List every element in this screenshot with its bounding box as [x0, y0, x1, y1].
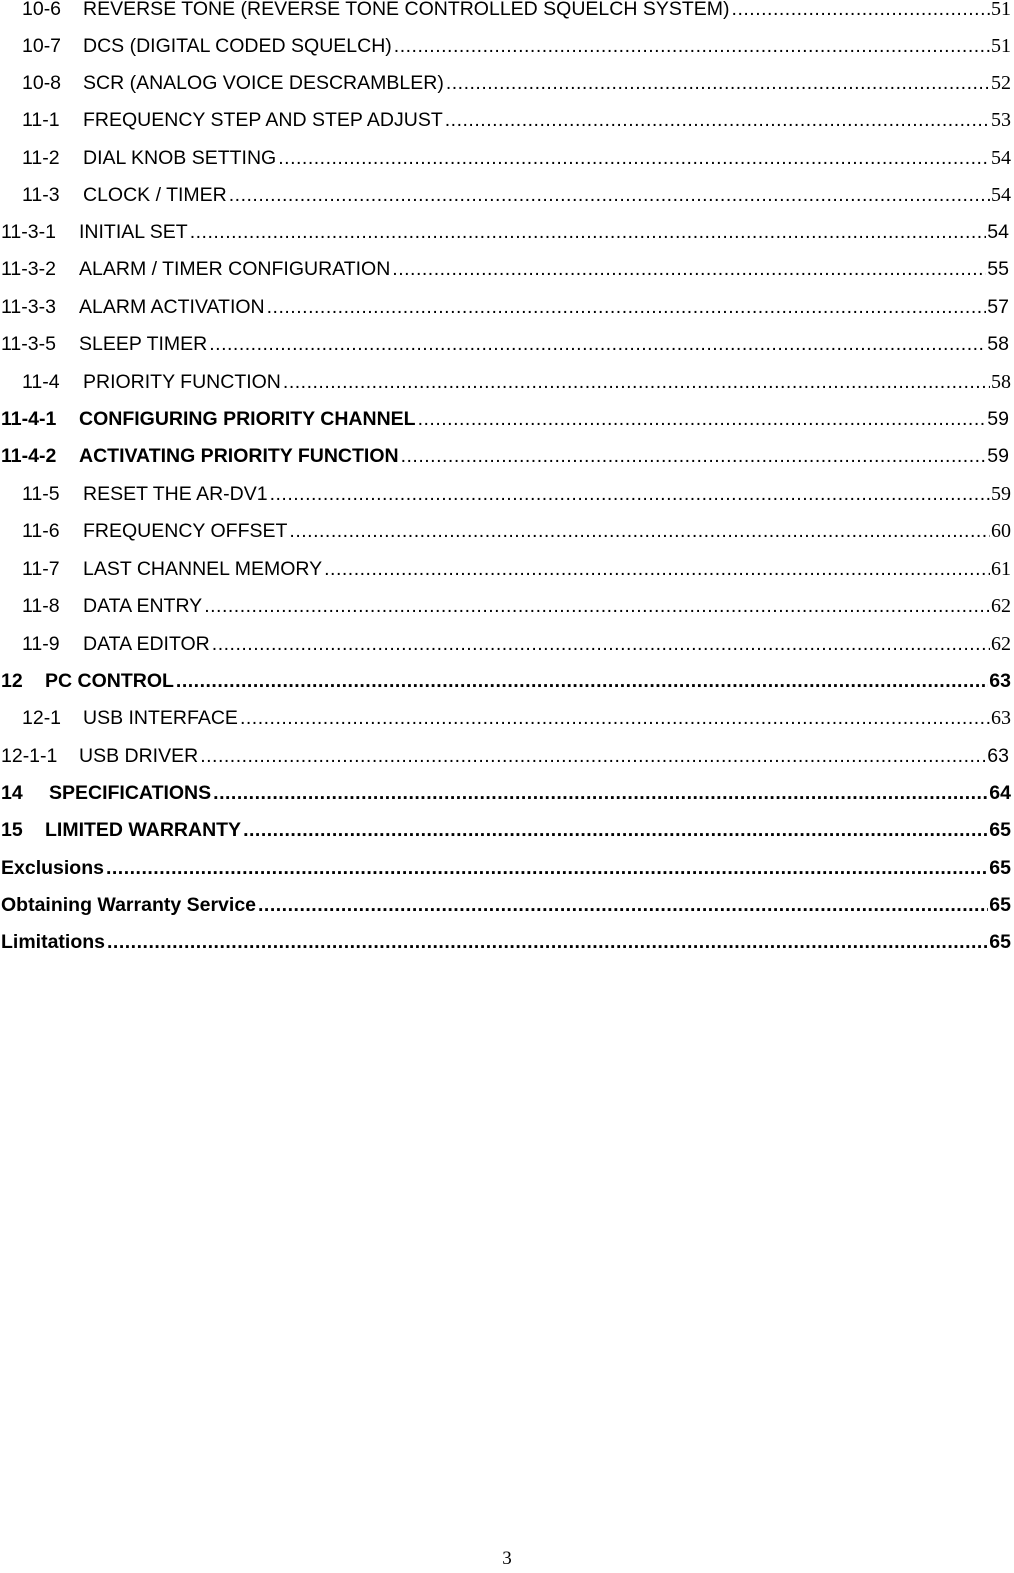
- toc-entry-number: 11-3-1: [1, 221, 56, 243]
- toc-entry-title: CONFIGURING PRIORITY CHANNEL: [79, 408, 416, 430]
- toc-entry-number: 11-3-2: [1, 258, 56, 280]
- toc-entry-number: 11-1: [22, 109, 60, 131]
- toc-entry-title: LAST CHANNEL MEMORY: [83, 558, 323, 580]
- toc-entry-number: 11-5: [22, 483, 60, 505]
- toc-dot-leader: [276, 147, 990, 169]
- toc-entry-title: ACTIVATING PRIORITY FUNCTION: [79, 445, 399, 467]
- toc-dot-leader: [105, 931, 988, 953]
- toc-entry-11-3-5[interactable]: [1, 325, 1009, 355]
- toc-dot-leader: [287, 520, 990, 542]
- toc-entry-title: SCR (ANALOG VOICE DESCRAMBLER): [83, 72, 444, 94]
- toc-entry-number: 12: [1, 670, 23, 692]
- toc-entry-title: Limitations: [1, 931, 106, 953]
- toc-entry-page: 65: [989, 894, 1011, 916]
- toc-dot-leader: [281, 371, 990, 393]
- toc-entry-11-4[interactable]: [22, 363, 1011, 393]
- toc-entry-page: 65: [989, 857, 1011, 879]
- toc-entry-10-7[interactable]: [22, 27, 1011, 57]
- toc-entry-number: 11-3: [22, 184, 60, 206]
- toc-entry-limitations[interactable]: [1, 923, 1011, 953]
- toc-entry-number: 10-7: [22, 35, 62, 57]
- toc-dot-leader: [265, 296, 987, 318]
- toc-entry-12[interactable]: [1, 662, 1011, 692]
- toc-entry-title: LIMITED WARRANTY: [45, 819, 242, 841]
- toc-entry-number: 15: [1, 819, 23, 841]
- toc-entry-title: DCS (DIGITAL CODED SQUELCH): [83, 35, 392, 57]
- toc-dot-leader: [238, 707, 990, 729]
- toc-dot-leader: [210, 633, 990, 655]
- toc-dot-leader: [241, 819, 988, 841]
- toc-entry-number: 10-8: [22, 72, 62, 94]
- toc-entry-number: 12-1-1: [1, 745, 58, 767]
- toc-entry-title: DATA ENTRY: [83, 595, 203, 617]
- toc-dot-leader: [104, 857, 988, 879]
- toc-entry-title: ALARM / TIMER CONFIGURATION: [79, 258, 391, 280]
- toc-entry-title: Obtaining Warranty Service: [1, 894, 257, 916]
- toc-entry-page: 63: [987, 745, 1009, 767]
- toc-entry-page: 59: [987, 408, 1009, 430]
- toc-entry-11-3-2[interactable]: [1, 250, 1009, 280]
- toc-entry-obtaining-warranty-service[interactable]: [1, 886, 1011, 916]
- toc-entry-title: USB INTERFACE: [83, 707, 238, 729]
- toc-entry-12-1[interactable]: [22, 699, 1011, 729]
- toc-dot-leader: [416, 408, 987, 430]
- toc-entry-title: Exclusions: [1, 857, 104, 879]
- toc-entry-page: 59: [991, 483, 1011, 505]
- toc-entry-page: 54: [987, 221, 1009, 243]
- page-number: 3: [502, 1548, 512, 1569]
- toc-entry-11-5[interactable]: [22, 475, 1011, 505]
- toc-entry-number: 14: [1, 782, 23, 804]
- toc-entry-number: 11-4-2: [1, 445, 57, 467]
- toc-entry-title: DATA EDITOR: [83, 633, 210, 655]
- toc-entry-number: 11-7: [22, 558, 60, 580]
- toc-entry-number: 11-4-1: [1, 408, 57, 430]
- toc-entry-page: 57: [987, 296, 1009, 318]
- toc-entry-title: FREQUENCY OFFSET: [83, 520, 288, 542]
- toc-entry-11-4-1[interactable]: [1, 400, 1009, 430]
- toc-entry-page: 53: [991, 109, 1011, 131]
- toc-entry-page: 65: [989, 819, 1011, 841]
- toc-entry-page: 51: [991, 0, 1011, 20]
- toc-entry-number: 10-6: [22, 0, 62, 20]
- toc-entry-title: CLOCK / TIMER: [83, 184, 227, 206]
- toc-entry-15[interactable]: [1, 811, 1011, 841]
- toc-entry-title: REVERSE TONE (REVERSE TONE CONTROLLED SQUELCH SYSTEM): [83, 0, 730, 20]
- toc-entry-page: 59: [987, 445, 1009, 467]
- toc-dot-leader: [268, 483, 990, 505]
- toc-entry-page: 58: [991, 371, 1011, 393]
- toc-entry-title: INITIAL SET: [79, 221, 188, 243]
- toc-entry-number: 12-1: [22, 707, 62, 729]
- toc-entry-title: SLEEP TIMER: [79, 333, 208, 355]
- toc-dot-leader: [211, 782, 988, 804]
- toc-entry-page: 62: [991, 595, 1011, 617]
- toc-dot-leader: [322, 558, 990, 580]
- toc-entry-page: 65: [989, 931, 1011, 953]
- toc-entry-10-6[interactable]: [22, 0, 1011, 20]
- toc-entry-exclusions[interactable]: [1, 849, 1011, 879]
- toc-entry-page: 63: [989, 670, 1011, 692]
- toc-dot-leader: [198, 745, 986, 767]
- toc-entry-number: 11-3-5: [1, 333, 56, 355]
- toc-entry-number: 11-6: [22, 520, 60, 542]
- toc-dot-leader: [390, 258, 986, 280]
- toc-entry-14[interactable]: [1, 774, 1011, 804]
- toc-entry-page: 60: [991, 520, 1011, 542]
- toc-entry-12-1-1[interactable]: [1, 737, 1009, 767]
- toc-entry-title: USB DRIVER: [79, 745, 199, 767]
- toc-entry-page: 61: [991, 558, 1011, 580]
- toc-entry-page: 58: [987, 333, 1009, 355]
- toc-entry-11-3-3[interactable]: [1, 288, 1009, 318]
- toc-entry-number: 11-2: [22, 147, 60, 169]
- toc-dot-leader: [174, 670, 988, 692]
- toc-entry-title: PC CONTROL: [45, 670, 174, 692]
- toc-entry-number: 11-9: [22, 633, 60, 655]
- toc-dot-leader: [207, 333, 986, 355]
- toc-entry-page: 51: [991, 35, 1011, 57]
- toc-entry-11-2[interactable]: [22, 139, 1011, 169]
- toc-dot-leader: [399, 445, 987, 467]
- toc-dot-leader: [730, 0, 990, 20]
- toc-entry-number: 11-4: [22, 371, 60, 393]
- toc-entry-number: 11-3-3: [1, 296, 56, 318]
- toc-entry-title: PRIORITY FUNCTION: [83, 371, 281, 393]
- toc-entry-page: 55: [987, 258, 1009, 280]
- toc-entry-11-8[interactable]: [22, 587, 1011, 617]
- toc-entry-11-1[interactable]: [22, 101, 1011, 131]
- toc-dot-leader: [188, 221, 987, 243]
- toc-entry-11-4-2[interactable]: [1, 437, 1009, 467]
- toc-entry-11-6[interactable]: [22, 512, 1011, 542]
- toc-dot-leader: [444, 72, 990, 94]
- toc-entry-page: 63: [991, 707, 1011, 729]
- toc-entry-11-3-1[interactable]: [1, 213, 1009, 243]
- toc-dot-leader: [256, 894, 988, 916]
- toc-entry-page: 62: [991, 633, 1011, 655]
- toc-entry-page: 54: [991, 184, 1011, 206]
- toc-entry-10-8[interactable]: [22, 64, 1011, 94]
- toc-dot-leader: [227, 184, 990, 206]
- toc-entry-title: FREQUENCY STEP AND STEP ADJUST: [83, 109, 443, 131]
- toc-entry-title: ALARM ACTIVATION: [79, 296, 265, 318]
- toc-dot-leader: [392, 35, 990, 57]
- toc-entry-11-9[interactable]: [22, 625, 1011, 655]
- toc-entry-page: 64: [989, 782, 1011, 804]
- toc-entry-title: SPECIFICATIONS: [49, 782, 212, 804]
- toc-entry-11-7[interactable]: [22, 550, 1011, 580]
- toc-dot-leader: [443, 109, 990, 131]
- toc-entry-page: 54: [991, 147, 1011, 169]
- toc-entry-11-3[interactable]: [22, 176, 1011, 206]
- toc-entry-title: DIAL KNOB SETTING: [83, 147, 277, 169]
- toc-entry-title: RESET THE AR-DV1: [83, 483, 268, 505]
- toc-dot-leader: [202, 595, 990, 617]
- toc-entry-number: 11-8: [22, 595, 60, 617]
- toc-entry-page: 52: [991, 72, 1011, 94]
